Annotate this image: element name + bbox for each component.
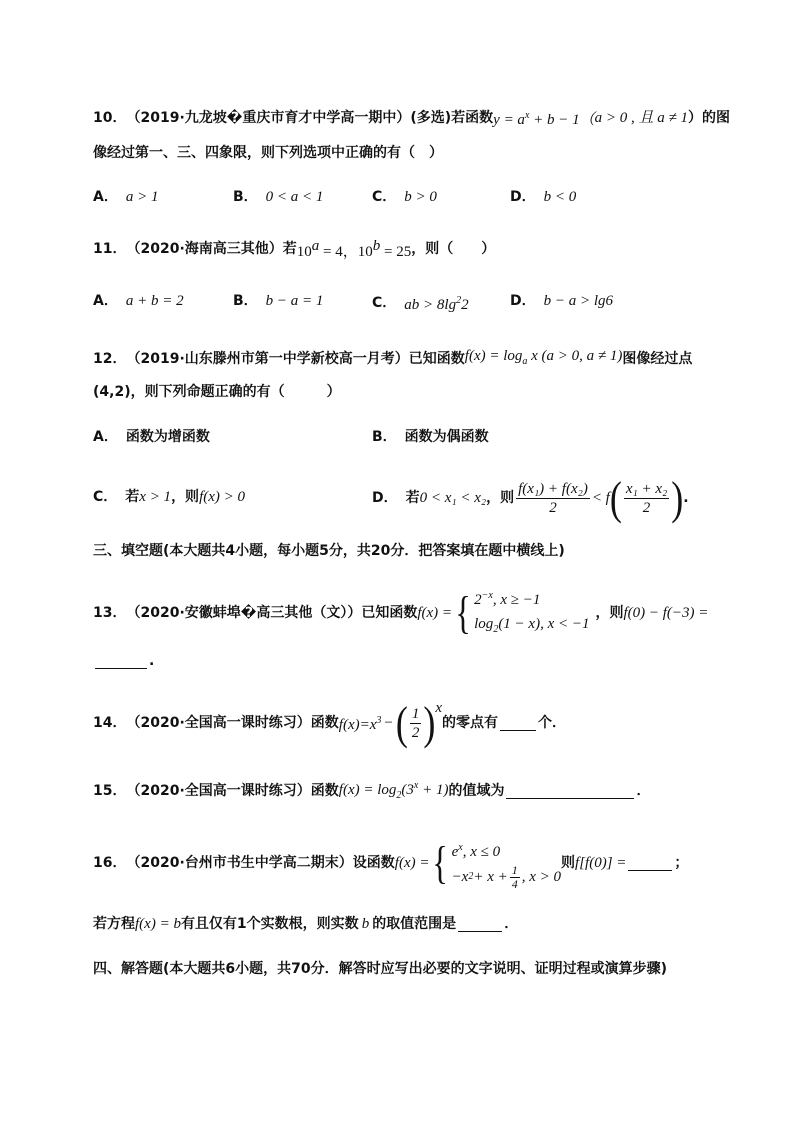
q10-option-a[interactable]: A． a > 1 xyxy=(93,189,159,205)
q13-brace: { xyxy=(455,587,471,638)
q13-number: 13． xyxy=(93,605,127,621)
q14-fraction: $\frac{1}{2}$ xyxy=(411,705,420,741)
q11-suffix: ，则（ ） xyxy=(411,241,496,257)
q13-cases: $2^{-x}$, x ≥ −1 $\log_2(1 - x)$, x < −1 xyxy=(474,590,590,635)
q10-condition: a > 0 , 且 a ≠ 1 xyxy=(594,110,688,126)
q12-d-fraction: $\frac{\text{f(x₁) + f(x₂)}}{2}$ xyxy=(518,480,588,516)
q15-source: （2020·全国高一课时练习） xyxy=(126,783,311,799)
q10-number: 10． xyxy=(93,110,127,126)
q11-option-a[interactable]: A． a + b = 2 xyxy=(93,293,184,309)
q10-suffix: ）的图 xyxy=(688,110,730,126)
q11-source: （2020·海南高三其他） xyxy=(126,241,283,257)
q16-prefix: 设函数 xyxy=(352,855,395,871)
q13-prefix: 已知函数 xyxy=(361,605,418,621)
q15-answer-blank[interactable] xyxy=(506,784,634,799)
q12-number: 12． xyxy=(93,351,127,367)
q11-number: 11． xyxy=(93,241,127,257)
q12-suffix: 图像经过点 xyxy=(622,351,693,367)
q12-d-fraction2: $\frac{\text{x₁ + x₂}}{2}$ xyxy=(625,480,668,516)
q14-answer-blank[interactable] xyxy=(500,716,536,731)
q10-source: （2019·九龙坡�重庆市育才中学高一期中） xyxy=(126,110,411,126)
q14-source: （2020·全国高一课时练习） xyxy=(126,715,311,731)
q16-brace: { xyxy=(432,837,449,888)
q12-option-b[interactable]: B． 函数为偶函数 xyxy=(372,429,489,445)
q13-ask: f(0) − f(−3) = xyxy=(623,605,709,621)
q12-option-a[interactable]: A． 函数为增函数 xyxy=(93,429,210,445)
q12-line1 xyxy=(93,346,692,372)
q16-number: 16． xyxy=(93,855,127,871)
q12-source: （2019·山东滕州市第一中学新校高一月考） xyxy=(126,351,409,367)
q13-suffix: ，则 xyxy=(595,605,624,621)
q11-option-b[interactable]: B． b − a = 1 xyxy=(233,293,324,309)
q12-formula: $f(x) = \log_a x$ (a > 0, a ≠ 1) xyxy=(464,348,623,367)
q15-formula: $f(x) = \log_2(3^x + 1)$ xyxy=(338,780,449,801)
q13-answer-blank[interactable] xyxy=(95,654,147,669)
q13-source: （2020·安徽蚌埠�高三其他（文）） xyxy=(126,605,362,621)
q16-ask: f[f(0)] = xyxy=(575,855,627,871)
section-4-heading: 四、解答题(本大题共6小题，共70分．解答时应写出必要的文字说明、证明过程或演算步骤) xyxy=(93,961,668,977)
q16-fx: f(x) = xyxy=(394,855,430,871)
q11-eq1: $10^a = 4$， xyxy=(296,238,358,260)
q11-line1 xyxy=(93,236,495,262)
q12-option-d[interactable]: D． 若 0 < x₁ < x₂ ，则 $\frac{\text{f(x₁) + f(x₂)}}{2}$ < f ( $\frac{\text{x₁ + x₂}}{2}$ ) . xyxy=(372,472,689,524)
q14-formula: $f(x)=x^3$ xyxy=(338,715,382,733)
q10-option-b[interactable]: B． 0 < a < 1 xyxy=(233,189,324,205)
q16-cases: $e^x$, x ≤ 0 −x 2 + x + $\frac{1}{4}$ , x > 0 xyxy=(451,841,562,891)
q13-line2: . xyxy=(93,651,154,671)
q16-answer-blank-2[interactable] xyxy=(458,917,502,932)
q13-line1 xyxy=(93,588,708,638)
q15-line: 15． （2020·全国高一课时练习） 函数 $f(x) = \log_2(3^x + 1)$ 的值域为 ． xyxy=(93,776,650,806)
section-3-heading: 三、填空题(本大题共4小题，每小题5分，共20分．把答案填在题中横线上) xyxy=(93,543,565,559)
q12-d-right-paren: ) xyxy=(671,472,684,524)
q10-line1 xyxy=(93,106,730,130)
q10-formula: $y = a^x + b - 1$（ xyxy=(493,110,595,128)
q14-prefix: 函数 xyxy=(310,715,339,731)
q14-number: 14． xyxy=(93,715,127,731)
q15-prefix: 函数 xyxy=(310,783,339,799)
q12-d-left-paren: ( xyxy=(609,472,622,524)
q12-line2: (4,2)，则下列命题正确的有（ ） xyxy=(93,384,341,400)
q14-line: 14． （2020·全国高一课时练习） 函数 $f(x)=x^3$ − ( $\frac{1}{2}$ ) x 的零点有 个． xyxy=(93,697,567,749)
q12-option-c[interactable]: C． 若 x > 1 ，则 f(x) > 0 xyxy=(93,489,245,505)
q10-option-c[interactable]: C． b > 0 xyxy=(372,189,437,205)
q16-line1: 16． （2020·台州市书生中学高二期末） 设函数 f(x) = { $e^x$, x ≤ 0 −x 2 + x + $\frac{1}{4}$ , x > 0 则 f[f(0)] = ； xyxy=(93,837,689,891)
q16-source: （2020·台州市书生中学高二期末） xyxy=(126,855,353,871)
q10-option-d[interactable]: D． b < 0 xyxy=(510,189,577,205)
q15-number: 15． xyxy=(93,783,127,799)
q16-answer-blank-1[interactable] xyxy=(628,856,672,871)
q10-line2: 像经过第一、三、四象限，则下列选项中正确的有（ ） xyxy=(93,145,443,161)
q10-prefix: (多选)若函数 xyxy=(410,110,494,126)
q13-fx: f(x) = xyxy=(417,605,453,621)
q16-line2: 若方程 f(x) = b 有且仅有1个实数根，则实数 b 的取值范围是 ． xyxy=(93,916,519,932)
q11-prefix: 若 xyxy=(282,241,297,257)
q11-option-c[interactable]: C． ab > $8\lg^22$ xyxy=(372,295,469,313)
q12-prefix: 已知函数 xyxy=(408,351,465,367)
q11-option-d[interactable]: D． b − a > lg6 xyxy=(510,293,614,309)
q11-eq2: $10^b = 25$ xyxy=(357,238,412,260)
